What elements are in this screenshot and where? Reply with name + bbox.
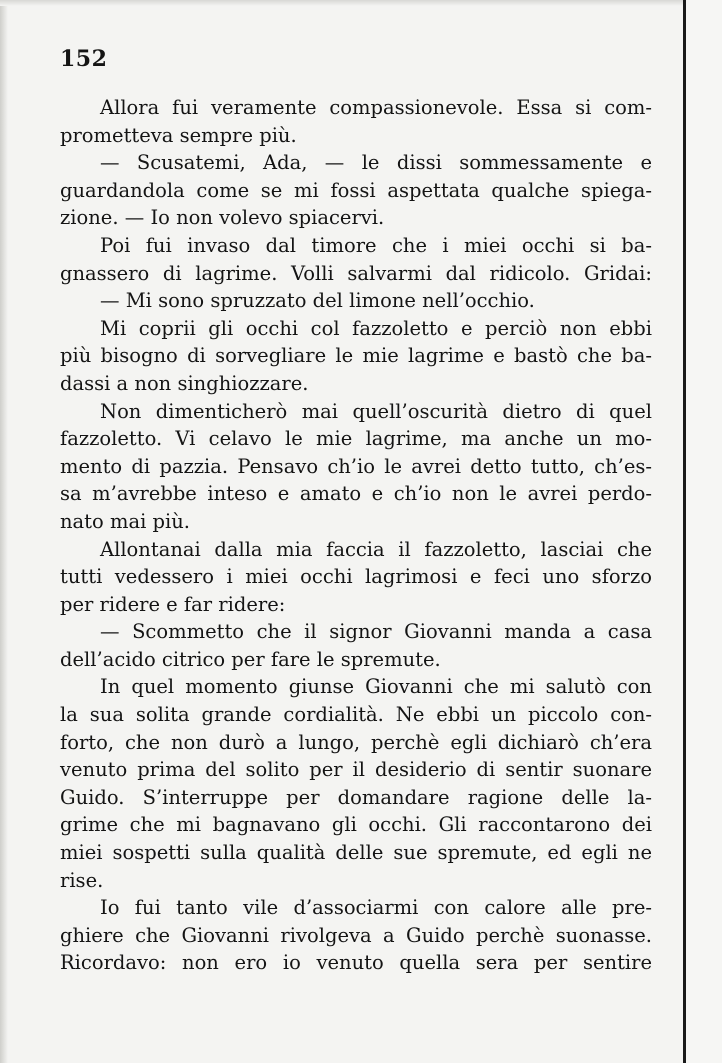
text-line: grime che mi bagnavano gli occhi. Gli raccontarono dei — [60, 813, 652, 837]
text-line: Allora fui veramente compassionevole. Essa si com- — [100, 96, 652, 119]
text-line: dell’acido citrico per fare le spremute. — [60, 647, 441, 671]
page-gutter-shadow — [0, 0, 8, 1063]
text-line: rise. — [60, 868, 104, 892]
text-line: Mi coprii gli occhi col fazzoletto e perciò non ebbi — [100, 316, 652, 340]
body-text — [60, 94, 652, 977]
text-line: Ricordavo: non ero io venuto quella sera per sentire — [60, 951, 652, 975]
text-line: zione. — Io non volevo spiacervi. — [60, 206, 385, 230]
text-line: tutti vedessero i miei occhi lagrimosi e feci uno sforzo — [60, 565, 652, 589]
text-line: nato mai più. — [60, 509, 190, 533]
text-line: guardandola come se mi fossi aspettata qualche spiega- — [60, 178, 652, 202]
text-line: forto, che non durò a lungo, perchè egli dichiarò ch’era — [60, 730, 652, 754]
text-line: Io fui tanto vile d’associarmi con calore alle pre- — [100, 896, 652, 920]
text-line: ghiere che Giovanni rivolgeva a Guido perchè suonasse. — [60, 923, 652, 947]
text-line: mento di pazzia. Pensavo ch’io le avrei detto tutto, ch’es- — [60, 454, 652, 478]
text-line: venuto prima del solito per il desiderio di sentir suonare — [60, 758, 652, 782]
text-line: la sua solita grande cordialità. Ne ebbi un piccolo con- — [60, 703, 652, 727]
text-line: gnassero di lagrime. Volli salvarmi dal ridicolo. Gridai: — [60, 261, 652, 285]
text-line: Non dimenticherò mai quell’oscurità dietro di quel — [100, 399, 652, 423]
text-line: Allontanai dalla mia faccia il fazzoletto, lasciai che — [100, 537, 652, 561]
text-line: Guido. S’interruppe per domandare ragione delle la- — [60, 785, 652, 809]
adjacent-page-edge — [683, 0, 722, 1063]
text-line: sa m’avrebbe inteso e amato e ch’io non le avrei perdo- — [60, 482, 652, 506]
text-line: fazzoletto. Vi celavo le mie lagrime, ma anche un mo- — [60, 427, 652, 451]
text-line: — Scusatemi, Ada, — le dissi sommessamente e — [100, 151, 652, 175]
text-line: per ridere e far ridere: — [60, 592, 286, 616]
text-line: prometteva sempre più. — [60, 123, 297, 147]
text-line: Poi fui invaso dal timore che i miei occhi si ba- — [100, 233, 652, 257]
text-line: — Mi sono spruzzato del limone nell’occhio. — [100, 289, 535, 313]
page-top-edge — [0, 0, 683, 6]
text-line: In quel momento giunse Giovanni che mi salutò con — [100, 675, 652, 699]
text-line: — Scommetto che il signor Giovanni manda a casa — [100, 620, 652, 644]
text-line: più bisogno di sorvegliare le mie lagrime e bastò che ba- — [60, 344, 652, 368]
text-line: miei sospetti sulla qualità delle sue spremute, ed egli ne — [60, 841, 652, 865]
text-line: dassi a non singhiozzare. — [60, 371, 309, 395]
page-number: 152 — [60, 46, 108, 72]
